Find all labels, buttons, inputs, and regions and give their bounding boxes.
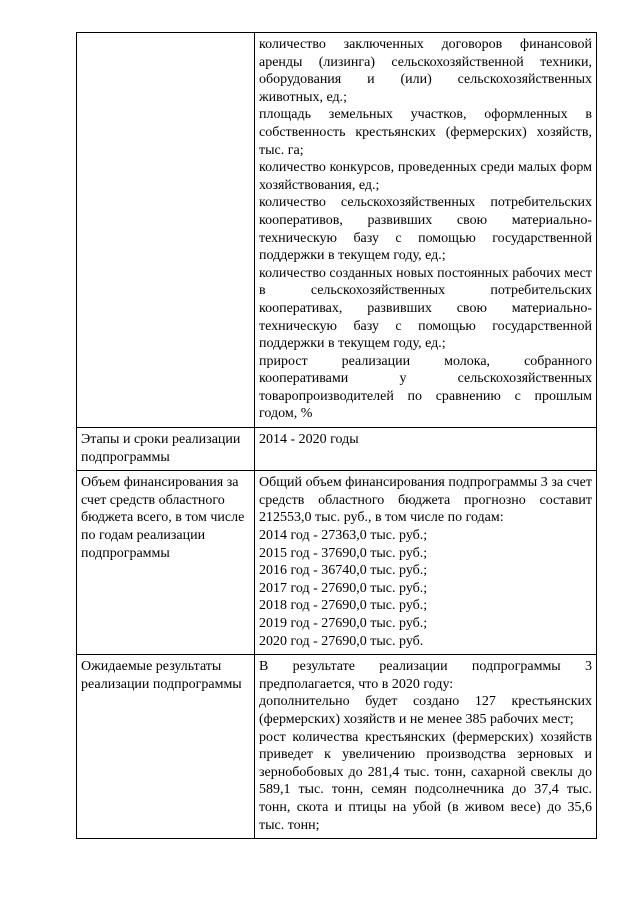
funding-year-item: 2019 год - 27690,0 тыс. руб.;	[259, 616, 428, 631]
funding-year-item: 2017 год - 27690,0 тыс. руб.;	[259, 580, 428, 596]
results-text: дополнительно будет создано 127 крестьянских (фермерских) хозяйств и не менее 385 рабочих мест;	[259, 694, 592, 727]
table-row-results	[77, 655, 597, 839]
funding-year-item: 2016 год - 36740,0 тыс. руб.;	[259, 563, 428, 579]
row-label: Этапы и сроки реализации подпрограммы	[77, 428, 255, 471]
row-label	[77, 33, 255, 428]
table-row-stages	[77, 428, 597, 471]
indicator-text: прирост реализации молока, собранного кооперативами у сельскохозяйственных товаропроизводителей по сравнению с прошлым годом, %	[259, 353, 592, 422]
passport-table	[76, 32, 597, 839]
table-row-indicators	[77, 33, 597, 428]
table-row-funding	[77, 471, 597, 655]
stages-text: 2014 - 2020 годы	[259, 432, 359, 448]
results-text: В результате реализации подпрограммы 3 предполагается, что в 2020 году:	[259, 659, 592, 692]
funding-year-item: 2020 год - 27690,0 тыс. руб.	[259, 633, 424, 649]
funding-year-item: 2018 год - 27690,0 тыс. руб.;	[259, 598, 428, 614]
funding-text: Общий объем финансирования подпрограммы 3 за счет средств областного бюджета прогнозно составит 212553,0 тыс. руб., в том числе по годам:	[259, 475, 592, 526]
row-value	[255, 655, 597, 839]
results-text: рост количества крестьянских (фермерских) хозяйств приведет к увеличению производства зерновых и зернобобовых до 281,4 тыс. тонн, сахарной свеклы до 589,1 тыс. тонн, семян подсолнечника до 37,4 тыс. тонн, скота и птицы на убой (в живом весе) до 35,6 тыс. тонн;	[259, 729, 592, 833]
indicator-text: количество созданных новых постоянных рабочих мест в сельскохозяйственных потребительских кооперативах, развивших свою материально-техническую базу с помощью государственной поддержки в текущем году, ед.;	[259, 265, 592, 352]
row-value	[255, 471, 597, 655]
row-label: Объем финансирования за счет средств областного бюджета всего, в том числе по годам реализации подпрограммы	[77, 471, 255, 655]
row-value	[255, 428, 597, 471]
indicator-text: площадь земельных участков, оформленных в собственность крестьянских (фермерских) хозяйств, тыс. га;	[259, 107, 592, 158]
funding-year-item: 2014 год - 27363,0 тыс. руб.;	[259, 528, 428, 544]
row-value	[255, 33, 597, 428]
indicator-text: количество конкурсов, проведенных среди малых форм хозяйствования, ед.;	[259, 160, 592, 193]
row-label: Ожидаемые результаты реализации подпрограммы	[77, 655, 255, 839]
funding-year-item: 2015 год - 37690,0 тыс. руб.;	[259, 545, 428, 561]
indicator-text: количество заключенных договоров финансовой аренды (лизинга) сельскохозяйственной техники, оборудования и (или) сельскохозяйственных животных, ед.;	[259, 37, 592, 105]
indicator-text: количество сельскохозяйственных потребительских кооперативов, развивших свою материально-техническую базу с помощью государственной поддержки в текущем году, ед.;	[259, 195, 592, 264]
